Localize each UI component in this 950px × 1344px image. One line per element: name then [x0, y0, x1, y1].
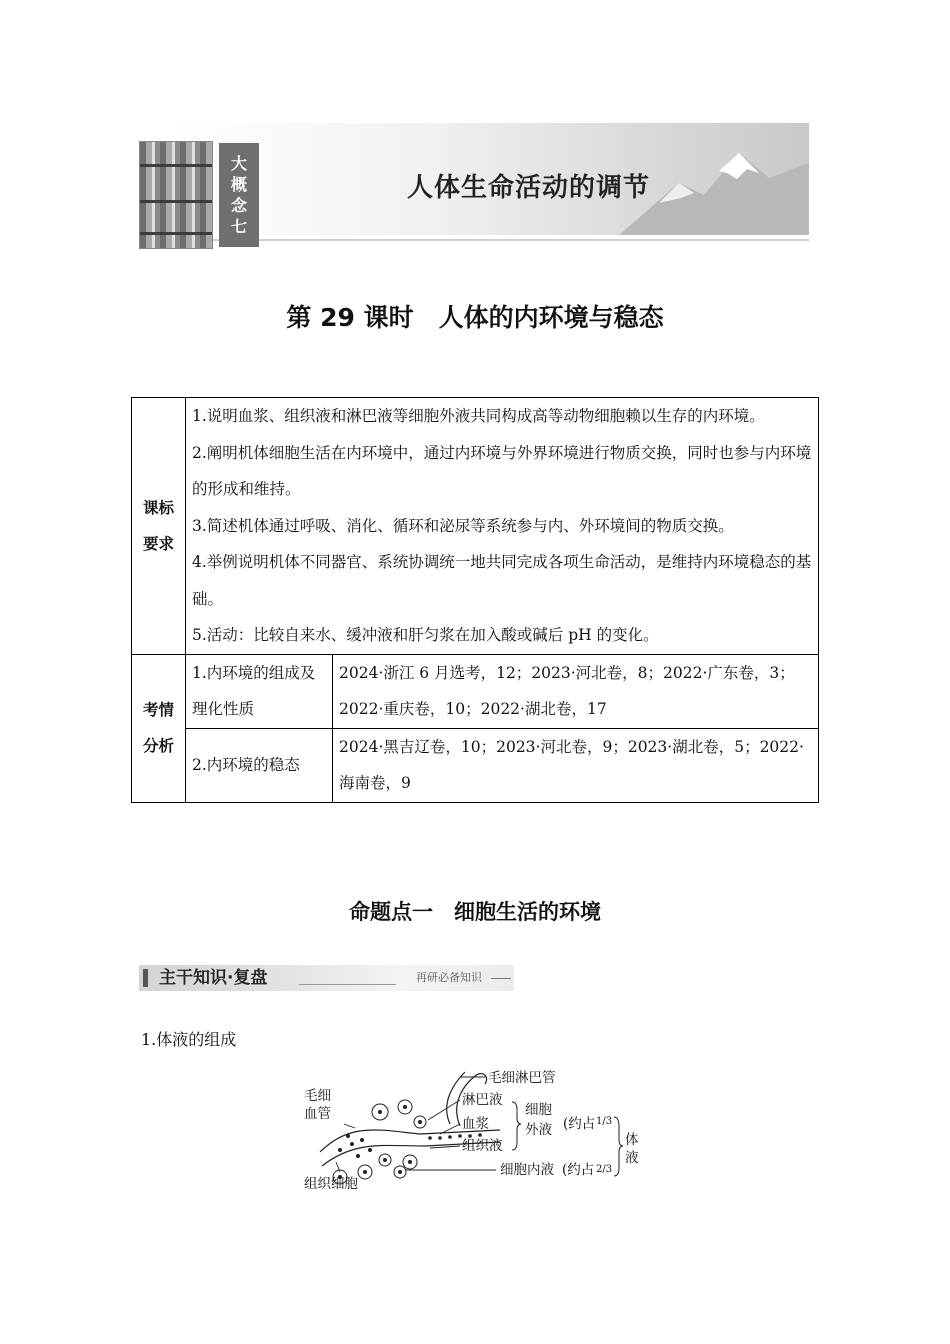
- label-extracellular-2: 外液: [525, 1122, 552, 1138]
- section-title: 命题点一 细胞生活的环境: [349, 900, 601, 924]
- curriculum-item: 5.活动：比较自来水、缓冲液和肝匀浆在加入酸或碱后 pH 的变化。: [192, 626, 659, 644]
- concept-char: 概: [230, 175, 247, 194]
- label-intracellular: 细胞内液: [500, 1162, 554, 1178]
- exam-header: 考情分析: [132, 654, 186, 802]
- requirements-table: [131, 397, 819, 803]
- concept-char: 大: [230, 154, 247, 173]
- exam-sources: 2024·浙江 6 月选考，12；2023·河北卷，8；2022·广东卷，3；2022·重庆卷，10；2022·湖北卷，17: [333, 654, 819, 728]
- label-capillary: 血管: [304, 1106, 331, 1122]
- table-row: [132, 398, 819, 655]
- fraction-two-thirds: 2/3: [596, 1164, 613, 1175]
- banner-title: 人体生命活动的调节: [407, 173, 651, 203]
- exam-topic: 1.内环境的组成及理化性质: [186, 654, 333, 728]
- curriculum-item: 3.简述机体通过呼吸、消化、循环和泌尿等系统参与内、外环境间的物质交换。: [192, 516, 734, 535]
- label-lymph: 淋巴液: [462, 1092, 503, 1108]
- concept-label: [219, 143, 259, 247]
- bar-marker: [143, 969, 148, 987]
- body-fluid-diagram: [300, 1062, 645, 1194]
- curriculum-item: 4.举例说明机体不同器官、系统协调统一地共同完成各项生命活动，是维持内环境稳态的基础。: [192, 553, 812, 608]
- lesson-title: 第 29 课时 人体的内环境与稳态: [286, 303, 664, 332]
- exam-topic: 2.内环境的稳态: [186, 728, 333, 802]
- knowledge-bar: [139, 965, 514, 991]
- labels: [304, 1069, 639, 1192]
- table-row: [132, 728, 819, 802]
- subheading: 1.体液的组成: [141, 1030, 237, 1049]
- exam-sources: 2024·黑吉辽卷，10；2023·河北卷，9；2023·湖北卷，5；2022·海南卷，9: [333, 728, 819, 802]
- label-lymph-capillary: 毛细淋巴管: [488, 1070, 556, 1086]
- label-approx: (约占: [563, 1116, 596, 1132]
- curriculum-cell: [186, 398, 819, 655]
- label-body-fluid-1: 体: [625, 1132, 639, 1148]
- curriculum-item: 2.阐明机体细胞生活在内环境中，通过内环境与外界环境进行物质交换，同时也参与内环境的形成和维持。: [192, 443, 812, 498]
- label-tissue-fluid: 组织液: [462, 1138, 503, 1154]
- bamboo-illustration: [139, 141, 213, 249]
- banner-underline: [173, 239, 809, 241]
- chapter-banner: [139, 123, 809, 247]
- label-approx-2: (约占: [562, 1162, 595, 1178]
- divider: [491, 978, 511, 979]
- concept-char: 七: [230, 217, 247, 236]
- label-body-fluid-2: 液: [625, 1150, 639, 1166]
- concept-char: 念: [230, 196, 247, 215]
- knowledge-bar-right-label: 再研必备知识: [416, 971, 482, 984]
- table-row: [132, 654, 819, 728]
- label-plasma: 血浆: [462, 1116, 489, 1132]
- curriculum-header: 课标要求: [132, 398, 186, 655]
- label-tissue-cell: 组织细胞: [304, 1176, 358, 1192]
- curriculum-item: 1.说明血浆、组织液和淋巴液等细胞外液共同构成高等动物细胞赖以生存的内环境。: [192, 407, 765, 425]
- label-capillary: 毛细: [304, 1088, 331, 1104]
- fraction-one-third: 1/3: [596, 1116, 613, 1127]
- knowledge-bar-label: 主干知识·复盘: [159, 968, 268, 988]
- label-extracellular-1: 细胞: [525, 1102, 552, 1118]
- divider: [299, 984, 396, 985]
